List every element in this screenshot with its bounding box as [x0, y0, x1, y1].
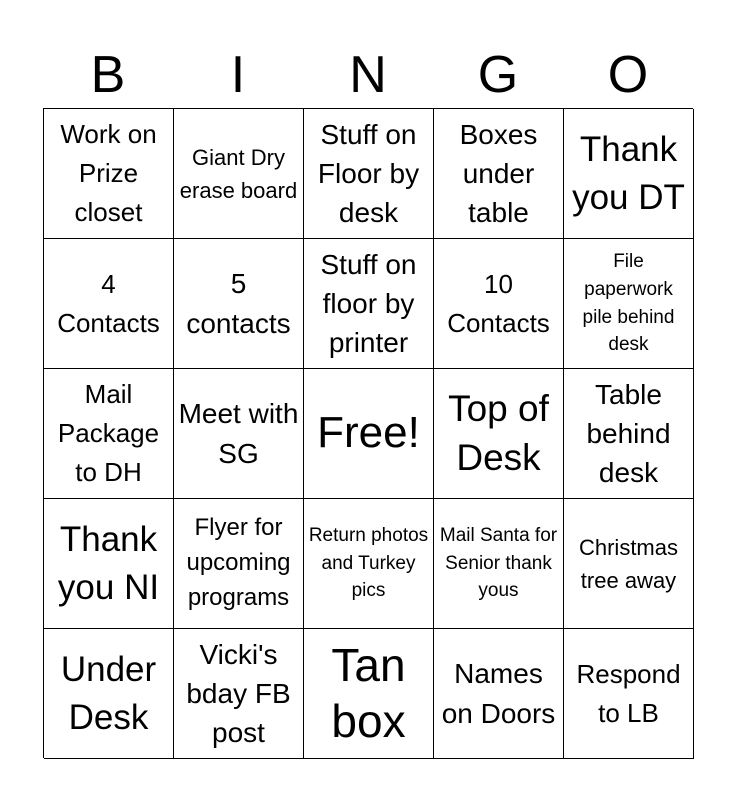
- bingo-cell[interactable]: [44, 499, 174, 629]
- cell-text: 5 contacts: [186, 268, 291, 339]
- bingo-grid: [43, 108, 693, 758]
- cell-text: Vicki's bday FB post: [186, 638, 291, 749]
- bingo-cell[interactable]: [304, 499, 434, 629]
- bingo-cell[interactable]: [564, 369, 694, 499]
- bingo-cell[interactable]: [44, 109, 174, 239]
- bingo-cell[interactable]: [174, 369, 304, 499]
- bingo-cell[interactable]: [434, 109, 564, 239]
- bingo-cell[interactable]: [564, 629, 694, 759]
- bingo-cell[interactable]: [174, 629, 304, 759]
- cell-text: Christmas tree away: [578, 534, 678, 593]
- cell-text: Mail Package to DH: [57, 379, 160, 487]
- free-space-text: Free!: [317, 408, 420, 458]
- bingo-cell[interactable]: [304, 109, 434, 239]
- cell-text: Tan box: [331, 639, 406, 747]
- bingo-cell[interactable]: [44, 369, 174, 499]
- cell-text: Stuff on Floor by desk: [317, 118, 420, 229]
- cell-text: Flyer for upcoming programs: [186, 514, 291, 611]
- bingo-cell[interactable]: [434, 629, 564, 759]
- bingo-cell[interactable]: [304, 239, 434, 369]
- cell-text: Thank you DT: [572, 130, 685, 217]
- cell-text: Names on Doors: [441, 658, 556, 729]
- cell-text: Under Desk: [60, 650, 157, 737]
- bingo-header: [43, 42, 693, 108]
- header-letter-n: N: [349, 46, 387, 104]
- cell-text: Return photos and Turkey pics: [308, 525, 429, 602]
- bingo-cell[interactable]: [174, 239, 304, 369]
- cell-text: Boxes under table: [459, 118, 538, 229]
- bingo-cell[interactable]: [44, 239, 174, 369]
- cell-text: 4 Contacts: [57, 268, 160, 338]
- cell-text: File paperwork pile behind desk: [582, 251, 675, 356]
- bingo-cell[interactable]: [564, 109, 694, 239]
- bingo-cell[interactable]: [44, 629, 174, 759]
- header-letter-g: G: [477, 46, 519, 104]
- cell-text: Top of Desk: [448, 388, 549, 478]
- cell-text: Meet with SG: [178, 398, 299, 469]
- bingo-cell[interactable]: [304, 629, 434, 759]
- header-letter-b: B: [90, 46, 126, 104]
- bingo-cell[interactable]: [564, 499, 694, 629]
- bingo-cell[interactable]: [174, 499, 304, 629]
- cell-text: Stuff on floor by printer: [320, 248, 417, 359]
- bingo-cell[interactable]: [434, 499, 564, 629]
- header-letter-i: I: [230, 46, 246, 104]
- bingo-cell[interactable]: [434, 369, 564, 499]
- header-letter-o: O: [607, 46, 649, 104]
- cell-text: 10 Contacts: [447, 268, 550, 338]
- cell-text: Table behind desk: [586, 378, 671, 489]
- bingo-cell[interactable]: [174, 109, 304, 239]
- cell-text: Work on Prize closet: [60, 119, 157, 227]
- bingo-cell[interactable]: [434, 239, 564, 369]
- bingo-cell-free[interactable]: [304, 369, 434, 499]
- cell-text: Respond to LB: [576, 658, 681, 728]
- cell-text: Giant Dry erase board: [179, 144, 298, 203]
- cell-text: Mail Santa for Senior thank yous: [439, 525, 558, 602]
- bingo-cell[interactable]: [564, 239, 694, 369]
- cell-text: Thank you NI: [57, 520, 160, 607]
